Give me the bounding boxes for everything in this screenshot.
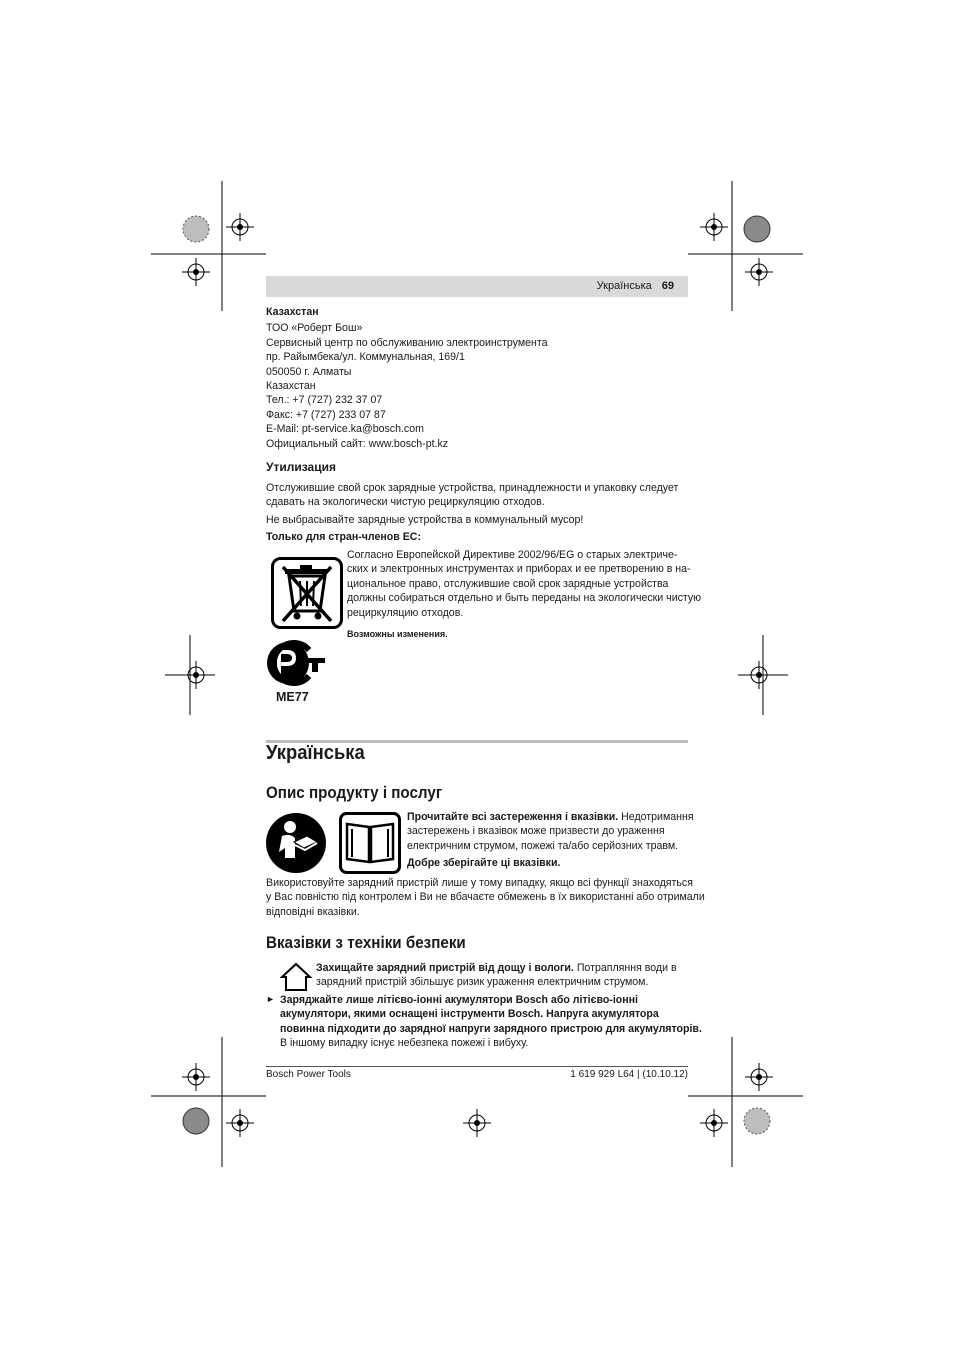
eu-directive-line: Согласно Европейской Директиве 2002/96/EG о старых электриче-	[347, 549, 678, 561]
rain-warning-rest: Потрапляння води в	[573, 962, 677, 974]
battery-warning	[280, 993, 702, 1051]
kz-contact-line: Сервисный центр по обслуживанию электроинструмента	[266, 336, 548, 349]
kz-contact-title: Казахстан	[266, 306, 319, 318]
weee-bin-icon	[271, 557, 343, 629]
disposal-heading: Утилизация	[266, 460, 336, 474]
eu-heading: Только для стран-членов ЕС:	[266, 531, 421, 543]
battery-warning-line: акумулятори, якими оснащені інструменти Bosch. Напруга акумулятора	[280, 1008, 659, 1021]
eu-directive-line: рециркуляцию отходов.	[347, 606, 464, 619]
read-warning-line: застережень і вказівок може призвести до ураження	[407, 825, 665, 838]
read-warning-rest: Недотримання	[618, 811, 694, 823]
usage-line: Використовуйте зарядний пристрій лише у тому випадку, якщо всі функції знаходяться	[266, 877, 693, 889]
indoor-use-house-icon	[280, 962, 312, 992]
disposal-paragraph	[266, 481, 678, 510]
footer-brand: Bosch Power Tools	[266, 1069, 351, 1080]
changes-note: Возможны изменения.	[347, 629, 448, 639]
page-header	[266, 276, 688, 297]
kz-contact-line: пр. Райымбека/ул. Коммунальная, 169/1	[266, 351, 465, 364]
kz-contact-website: Официальный сайт: www.bosch-pt.kz	[266, 437, 449, 450]
disposal-line: сдавать на экологически чистую рециркуляцию отходов.	[266, 496, 545, 509]
usage-line: відповідні вказівки.	[266, 905, 360, 918]
read-warning-bold: Прочитайте всі застереження і вказівки.	[407, 811, 619, 823]
page-number: 69	[661, 280, 674, 292]
eu-directive-line: ских и электронных инструментах и приборах и ее претворению в на-	[347, 563, 691, 576]
eu-directive-text	[347, 548, 701, 620]
kz-contact-email: E-Mail: pt-service.ka@bosch.com	[266, 423, 424, 436]
kz-contact-line: Факс: +7 (727) 233 07 87	[266, 408, 386, 421]
usage-paragraph	[266, 876, 705, 919]
bullet-marker: ►	[266, 994, 275, 1004]
eu-directive-line: должны собираться отдельно и быть переданы на экологически чистую	[347, 592, 702, 605]
kz-contact-line: Тел.: +7 (727) 232 37 07	[266, 394, 383, 407]
battery-warning-rest: В іншому випадку існує небезпека пожежі і вибуху.	[280, 1037, 529, 1050]
safety-title: Вказівки з техніки безпеки	[266, 934, 466, 952]
header-language: Українська	[596, 280, 652, 292]
rain-warning-bold: Захищайте зарядний пристрій від дощу і вологи.	[316, 962, 574, 974]
read-warning-line: електричним струмом, пожежі та/або серйозних травм.	[407, 839, 679, 852]
kz-contact-line: Казахстан	[266, 380, 316, 393]
product-description-title: Опис продукту і послуг	[266, 784, 443, 802]
kz-contact-block	[266, 305, 548, 451]
cert-label: ME77	[276, 690, 309, 704]
read-manual-icon	[265, 812, 327, 874]
kz-contact-line: 050050 г. Алматы	[266, 365, 352, 378]
disposal-line: Отслужившие свой срок зарядные устройства, принадлежности и упаковку следует	[266, 482, 679, 494]
rain-warning	[316, 961, 677, 990]
disposal-warning: Не выбрасывайте зарядные устройства в коммунальный мусор!	[266, 514, 584, 526]
usage-line: у Вас повністю під контролем і Ви не вбачаєте обмежень в їх використанні або отримали	[266, 891, 705, 904]
rain-warning-line: зарядний пристрій збільшує ризик ураження електричним струмом.	[316, 976, 649, 989]
keep-instructions-note: Добре зберігайте ці вказівки.	[407, 857, 561, 870]
eu-directive-line: циональное право, отслужившие свой срок зарядные устройства	[347, 577, 669, 590]
footer-divider	[266, 1066, 688, 1067]
read-instructions-text	[407, 810, 694, 871]
pct-certification-logo	[265, 640, 327, 686]
battery-warning-line: повинна підходити до зарядної напруги зарядного пристрою для акумуляторів.	[280, 1022, 702, 1035]
section-title: Українська	[266, 742, 365, 764]
book-icon	[339, 812, 401, 874]
footer-doc-id: 1 619 929 L64 | (10.10.12)	[570, 1069, 688, 1080]
kz-contact-line: ТОО «Роберт Бош»	[266, 322, 363, 335]
battery-warning-line: Заряджайте лише літієво-іонні акумулятори Bosch або літієво-іонні	[280, 994, 638, 1006]
